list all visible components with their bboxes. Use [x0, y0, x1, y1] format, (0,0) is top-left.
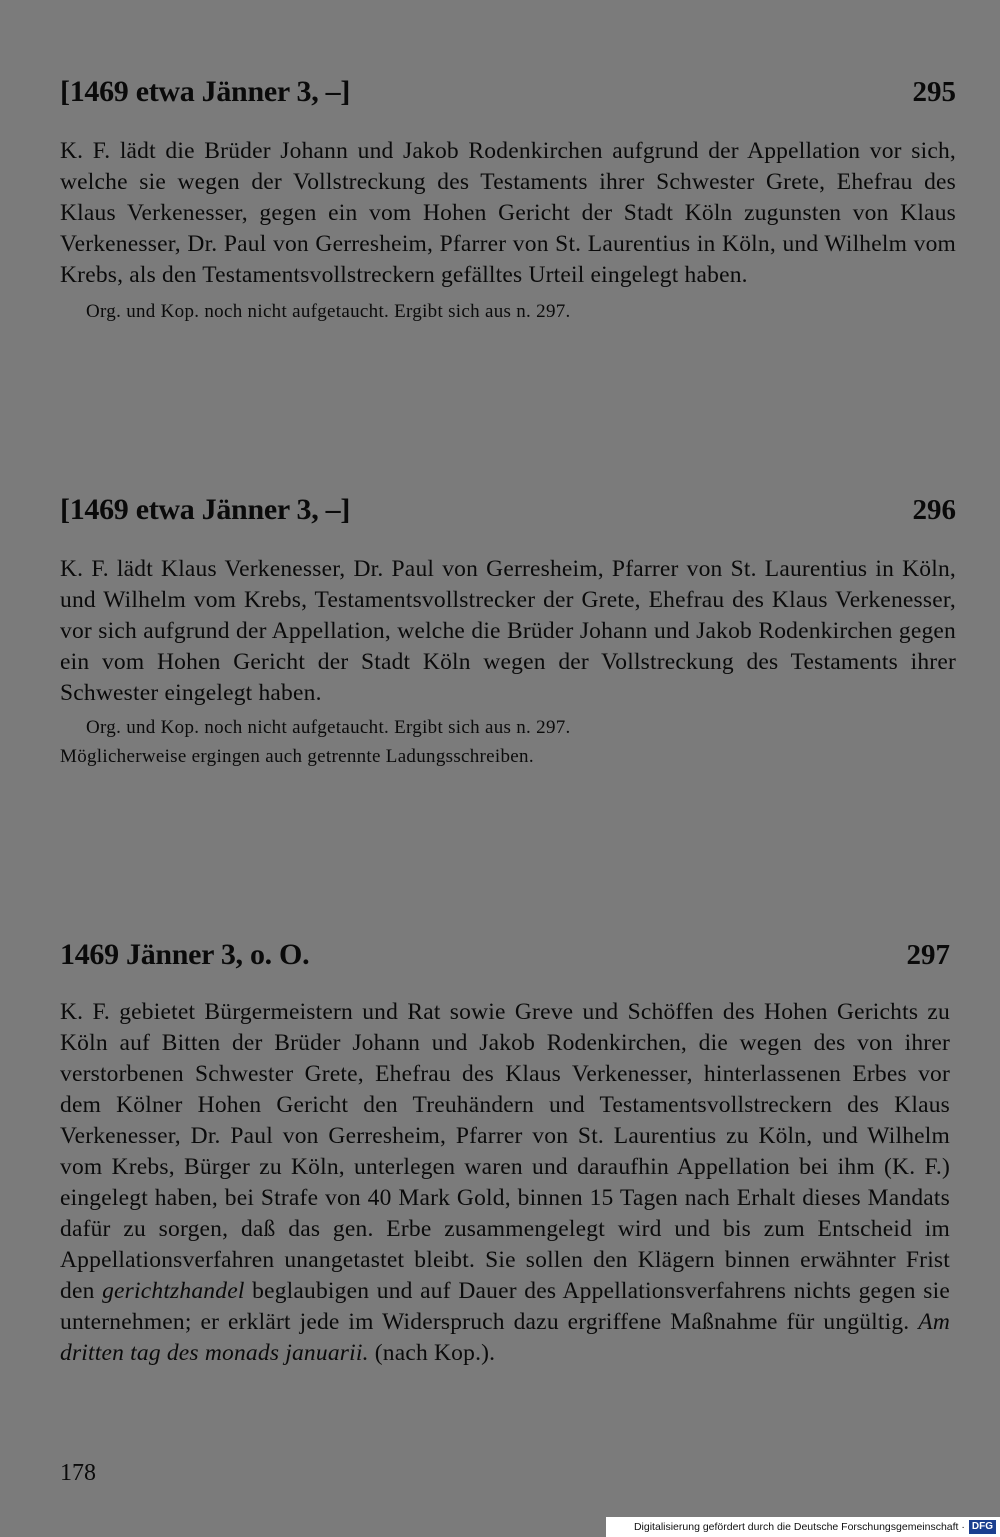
entry-296	[60, 490, 956, 771]
dfg-logo: DFG	[969, 1520, 996, 1534]
entry-body-italic: Am dritten tag des monads januarii.	[60, 1309, 951, 1366]
entry-body-italic: gerichtzhandel	[102, 1278, 245, 1304]
entry-note: Org. und Kop. noch nicht aufgetaucht. Ergibt sich aus n. 297.	[86, 301, 571, 322]
entry-note: Möglicherweise ergingen auch getrennte Ladungsschreiben.	[60, 746, 534, 767]
footer-text: Digitalisierung gefördert durch die Deutsche Forschungsgemeinschaft ·	[633, 1521, 965, 1533]
entry-header	[60, 490, 956, 530]
entry-header	[60, 935, 950, 975]
entry-body-text: beglaubigen und auf Dauer des Appellationsverfahrens nichts gegen sie unternehmen; er erklärt jede im Widerspruch dazu ergriffene Maßnahme für ungültig.	[60, 1278, 950, 1335]
page-number: 178	[60, 1460, 96, 1486]
entry-body	[60, 997, 950, 1369]
entry-note: Org. und Kop. noch nicht aufgetaucht. Ergibt sich aus n. 297.	[86, 717, 571, 738]
entry-297	[60, 935, 950, 1369]
entry-source: (nach Kop.).	[374, 1340, 496, 1366]
entry-body: K. F. lädt Klaus Verkenesser, Dr. Paul von Gerresheim, Pfarrer von St. Laurentius in Köln, und Wilhelm vom Krebs, Testamentsvollstrecker der Grete, Ehefrau des Klaus Verkenesser, vor sich aufgrund der Appellation, welche die Brüder Johann und Jakob Rodenkirchen gegen ein vom Hohen Gericht der Stadt Köln wegen der Vollstreckung des Testaments ihrer Schwester eingelegt haben.	[60, 556, 956, 706]
footer-bar	[606, 1517, 1000, 1537]
entry-date: [1469 etwa Jänner 3, –]	[60, 493, 351, 526]
entry-body-text: K. F. gebietet Bürgermeistern und Rat sowie Greve und Schöffen des Hohen Gerichts zu Köln auf Bitten der Brüder Johann und Jakob Rodenkirchen, die wegen des von ihrer verstorbenen Schwester Grete, Ehefrau des Klaus Verkenesser, hinterlassenen Erbes vor dem Kölner Hohen Gericht den Treuhändern und Testamentsvollstreckern des Klaus Verkenesser, Dr. Paul von Gerresheim, Pfarrer von St. Laurentius zu Köln, und Wilhelm vom Krebs, Bürger zu Köln, unterlegen waren und daraufhin Appellation bei ihm (K. F.) eingelegt haben, bei Strafe von 40 Mark Gold, binnen 15 Tagen nach Erhalt dieses Mandats dafür zu sorgen, daß das gen. Erbe zusammengelegt wird und bis zum Entscheid im Appellationsverfahren unangetastet bleibt. Sie sollen den Klägern binnen erwähnter Frist den	[60, 999, 950, 1304]
entry-body: K. F. lädt die Brüder Johann und Jakob Rodenkirchen aufgrund der Appellation vor sich, welche sie wegen der Vollstreckung des Testaments ihrer Schwester Grete, Ehefrau des Klaus Verkenesser, gegen ein vom Hohen Gericht der Stadt Köln zugunsten von Klaus Verkenesser, Dr. Paul von Gerresheim, Pfarrer von St. Laurentius in Köln, und Wilhelm vom Krebs, als den Testamentsvollstreckern gefälltes Urteil eingelegt haben.	[60, 138, 956, 288]
entry-date: 1469 Jänner 3, o. O.	[60, 938, 310, 971]
entry-date: [1469 etwa Jänner 3, –]	[60, 75, 351, 108]
entry-number: 297	[906, 939, 950, 971]
entry-number: 295	[912, 76, 956, 108]
entry-number: 296	[912, 494, 956, 526]
entry-header	[60, 72, 956, 112]
entry-295	[60, 72, 956, 326]
